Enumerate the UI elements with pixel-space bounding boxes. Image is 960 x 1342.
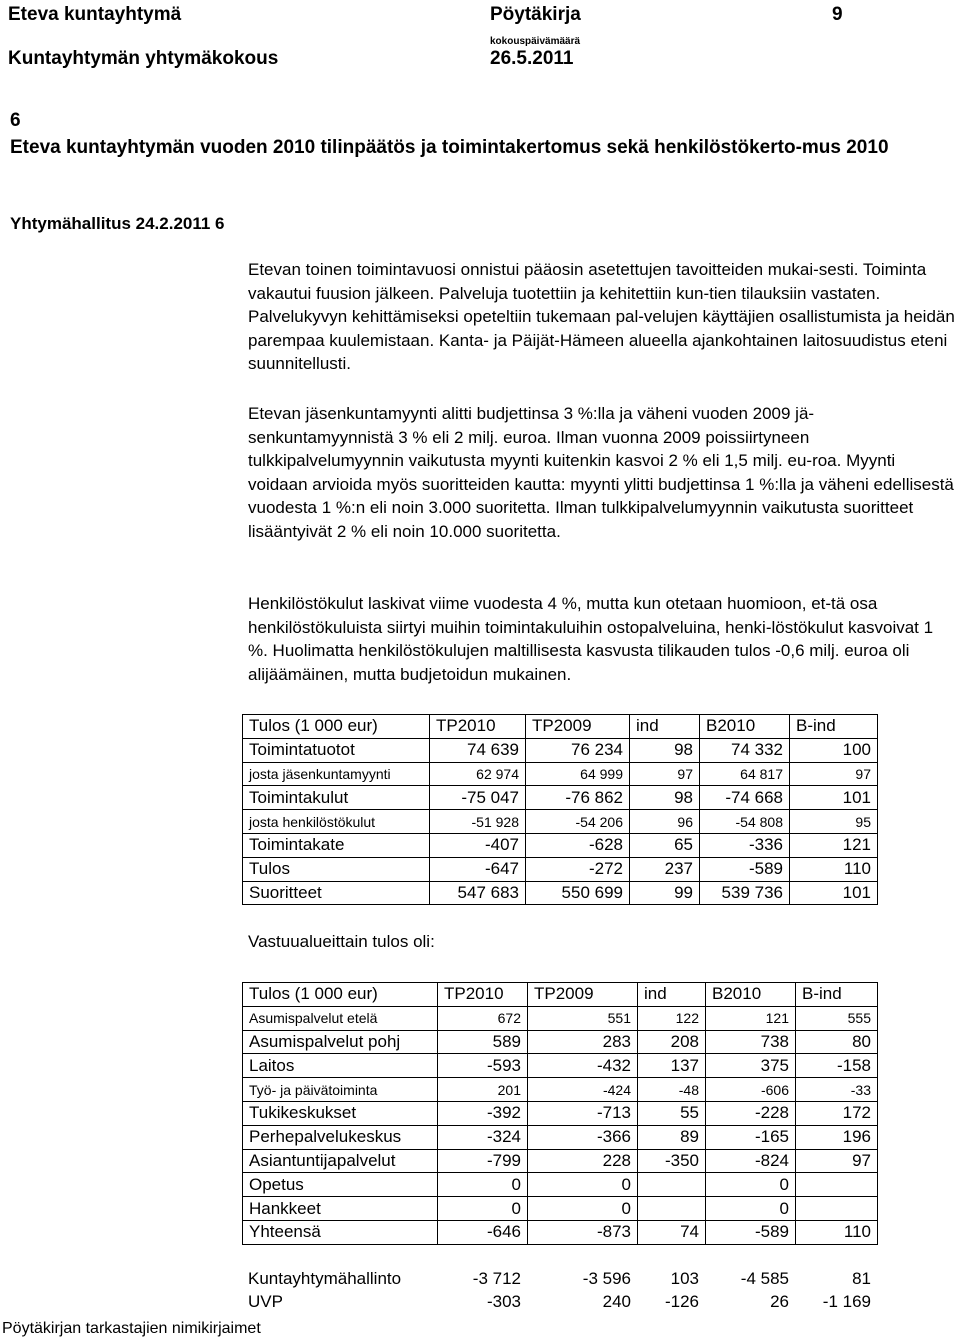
- table-row: [243, 1197, 878, 1221]
- table-cell: -4 585: [740, 1269, 789, 1288]
- table-cell: -824: [706, 1149, 796, 1173]
- row-label: Toimintakulut: [243, 786, 430, 810]
- row-label: Työ- ja päivätoiminta: [243, 1078, 438, 1102]
- row-label: UVP: [248, 1292, 283, 1311]
- column-header: TP2009: [526, 715, 630, 739]
- table-cell: 96: [630, 810, 700, 834]
- table-cell: 81: [852, 1269, 871, 1288]
- row-label: Tukikeskukset: [243, 1101, 438, 1125]
- table-cell: 99: [630, 881, 700, 905]
- table-row: [243, 786, 878, 810]
- table-cell: -76 862: [526, 786, 630, 810]
- org-name: Eteva kuntayhtymä: [8, 4, 182, 25]
- table-cell: -350: [638, 1149, 706, 1173]
- table-cell: 121: [706, 1006, 796, 1030]
- table-cell: 76 234: [526, 738, 630, 762]
- table-cell: -589: [700, 857, 790, 881]
- table-cell: 26: [770, 1292, 789, 1311]
- section-number: 6: [10, 110, 21, 131]
- table-row: [243, 1030, 878, 1054]
- table-cell: -75 047: [430, 786, 526, 810]
- meeting-name: Kuntayhtymän yhtymäkokous: [8, 48, 279, 69]
- table-cell: 97: [796, 1149, 878, 1173]
- table-cell: 98: [630, 738, 700, 762]
- table-cell: 550 699: [526, 881, 630, 905]
- table-cell: 74: [638, 1220, 706, 1244]
- row-label: Asiantuntijapalvelut: [243, 1149, 438, 1173]
- table-cell: -3 712: [472, 1269, 521, 1288]
- table-row: [243, 1220, 878, 1244]
- table-row: [242, 1290, 877, 1313]
- table-cell: 98: [630, 786, 700, 810]
- table-cell: 201: [438, 1078, 528, 1102]
- table-cell: -158: [796, 1054, 878, 1078]
- row-label: Hankkeet: [243, 1197, 438, 1221]
- table-cell: 110: [796, 1220, 878, 1244]
- table-cell: -126: [664, 1292, 699, 1311]
- table-cell: 64 817: [700, 762, 790, 786]
- row-label: Toimintakate: [243, 833, 430, 857]
- table-cell: 74 332: [700, 738, 790, 762]
- table-cell: -628: [526, 833, 630, 857]
- table-cell: -54 206: [526, 810, 630, 834]
- meeting-date: 26.5.2011: [490, 48, 574, 69]
- table-cell: 97: [630, 762, 700, 786]
- table-cell: [796, 1197, 878, 1221]
- row-label: josta jäsenkuntamyynti: [243, 762, 430, 786]
- doc-type: Pöytäkirja: [490, 4, 581, 25]
- table-row: [242, 1267, 877, 1290]
- table-cell: 240: [602, 1292, 631, 1311]
- column-header: TP2009: [528, 983, 638, 1007]
- table-cell: 547 683: [430, 881, 526, 905]
- column-header: B-ind: [790, 715, 878, 739]
- table-cell: 0: [438, 1197, 528, 1221]
- table-row: [243, 762, 878, 786]
- table-cell: 101: [790, 786, 878, 810]
- table-cell: 738: [706, 1030, 796, 1054]
- table-cell: 237: [630, 857, 700, 881]
- unit-results-table: [242, 982, 878, 1245]
- table-cell: 89: [638, 1125, 706, 1149]
- table-cell: -873: [528, 1220, 638, 1244]
- table-cell: 64 999: [526, 762, 630, 786]
- table-cell: 95: [790, 810, 878, 834]
- paragraph-1: Etevan toinen toimintavuosi onnistui pääosin asetettujen tavoitteiden mukai-sesti. Toiminta vakautui fuusion jälkeen. Palveluja tuotettiin ja kehitettiin kun-tien tilauksiin vastaten. Palvelukyvyn kehittämiseksi opeteltiin tukemaan pal-velujen käyttäjien osallistumista ja heidän parempaa kuulemistaan. Kanta- ja Päijät-Hämeen alueella ajankohtainen laitosuudistus eteni suunnitellusti.: [248, 260, 955, 374]
- column-header: B-ind: [796, 983, 878, 1007]
- table-row: [243, 1006, 878, 1030]
- table-cell: 0: [528, 1197, 638, 1221]
- column-header: TP2010: [430, 715, 526, 739]
- table-cell: [638, 1197, 706, 1221]
- row-label: Opetus: [243, 1173, 438, 1197]
- column-header: B2010: [700, 715, 790, 739]
- table-row: [243, 1149, 878, 1173]
- table-cell: 208: [638, 1030, 706, 1054]
- table-cell: 283: [528, 1030, 638, 1054]
- table-row: [243, 1101, 878, 1125]
- table-cell: -303: [486, 1292, 521, 1311]
- table-row: [243, 1125, 878, 1149]
- table-cell: 97: [790, 762, 878, 786]
- table-header-row: [243, 715, 878, 739]
- table-row: [243, 1078, 878, 1102]
- section-title: Eteva kuntayhtymän vuoden 2010 tilinpäätös ja toimintakertomus sekä henkilöstökerto-mus 2010: [10, 137, 889, 158]
- table-cell: [638, 1173, 706, 1197]
- row-label: Asumispalvelut etelä: [243, 1006, 438, 1030]
- table-cell: 0: [438, 1173, 528, 1197]
- table-cell: -424: [528, 1078, 638, 1102]
- column-header: Tulos (1 000 eur): [243, 983, 438, 1007]
- table-cell: -432: [528, 1054, 638, 1078]
- table-row: [243, 810, 878, 834]
- table-cell: 101: [790, 881, 878, 905]
- table-cell: 100: [790, 738, 878, 762]
- table-cell: 375: [706, 1054, 796, 1078]
- table-cell: 62 974: [430, 762, 526, 786]
- column-header: ind: [638, 983, 706, 1007]
- table-cell: -392: [438, 1101, 528, 1125]
- table-cell: 555: [796, 1006, 878, 1030]
- table-cell: 137: [638, 1054, 706, 1078]
- paragraph-2: Etevan jäsenkuntamyynti alitti budjettinsa 3 %:lla ja väheni vuoden 2009 jä-senkuntamyynnistä 3 % eli 2 milj. euroa. Ilman vuonna 2009 poissiirtyneen tulkkipalvelumyynnin vaikutusta myynti kuitenkin kasvoi 2 % eli 1,5 milj. eu-roa. Myynti voidaan arvioida myös suoritteiden kautta: myynti ylitti budjettinsa 1 %:lla ja väheni edellisestä vuodesta 1 %:n eli noin 3.000 suoritetta. Ilman tulkkipalvelumyynnin vaikutusta suoritteet lisääntyivät 2 % eli noin 10.000 suoritetta.: [248, 404, 954, 541]
- table-cell: 0: [528, 1173, 638, 1197]
- row-label: Kuntayhtymähallinto: [248, 1269, 402, 1288]
- table-cell: 172: [796, 1101, 878, 1125]
- page-number: 9: [832, 4, 843, 25]
- table-cell: -165: [706, 1125, 796, 1149]
- table-cell: -589: [706, 1220, 796, 1244]
- table-cell: -647: [430, 857, 526, 881]
- table-cell: 228: [528, 1149, 638, 1173]
- table-cell: -51 928: [430, 810, 526, 834]
- table-cell: 121: [790, 833, 878, 857]
- table-row: [243, 857, 878, 881]
- table-cell: 122: [638, 1006, 706, 1030]
- table-cell: -606: [706, 1078, 796, 1102]
- table-cell: -48: [638, 1078, 706, 1102]
- table-cell: -33: [796, 1078, 878, 1102]
- row-label: Toimintatuotot: [243, 738, 430, 762]
- table-cell: -3 596: [582, 1269, 631, 1288]
- table-cell: -407: [430, 833, 526, 857]
- table-cell: [796, 1173, 878, 1197]
- section-reference: Yhtymähallitus 24.2.2011 6: [10, 214, 225, 233]
- column-header: B2010: [706, 983, 796, 1007]
- row-label: josta henkilöstökulut: [243, 810, 430, 834]
- table-cell: -366: [528, 1125, 638, 1149]
- row-label: Asumispalvelut pohj: [243, 1030, 438, 1054]
- table-cell: 103: [670, 1269, 699, 1288]
- table-cell: 65: [630, 833, 700, 857]
- table-cell: -799: [438, 1149, 528, 1173]
- table-header-row: [243, 983, 878, 1007]
- footer-initials: Pöytäkirjan tarkastajien nimikirjaimet: [2, 1320, 261, 1337]
- row-label: Perhepalvelukeskus: [243, 1125, 438, 1149]
- table-cell: -593: [438, 1054, 528, 1078]
- table-cell: 74 639: [430, 738, 526, 762]
- table-cell: -272: [526, 857, 630, 881]
- admin-results-table: [242, 1267, 877, 1313]
- results-table: [242, 714, 878, 905]
- table-row: [243, 881, 878, 905]
- table-cell: 551: [528, 1006, 638, 1030]
- table-cell: 196: [796, 1125, 878, 1149]
- table-cell: -74 668: [700, 786, 790, 810]
- table-cell: 0: [706, 1197, 796, 1221]
- table-cell: -324: [438, 1125, 528, 1149]
- table-cell: -713: [528, 1101, 638, 1125]
- table-cell: 539 736: [700, 881, 790, 905]
- date-label: kokouspäivämäärä: [490, 36, 581, 47]
- table-row: [243, 1173, 878, 1197]
- column-header: TP2010: [438, 983, 528, 1007]
- table-cell: -646: [438, 1220, 528, 1244]
- paragraph-3: Henkilöstökulut laskivat viime vuodesta 4 %, mutta kun otetaan huomioon, et-tä osa henkilöstökuluista siirtyi muihin toimintakuluihin ostopalveluina, henki-löstökulut kasvoivat 1 %. Huolimatta henkilöstökulujen maltillisesta kasvusta tilikauden tulos -0,6 milj. euroa oli alijäämäinen, mutta budjetoidun mukainen.: [248, 594, 934, 684]
- table-row: [243, 1054, 878, 1078]
- table-row: [243, 833, 878, 857]
- table2-intro: Vastuualueittain tulos oli:: [248, 932, 435, 951]
- table-cell: 589: [438, 1030, 528, 1054]
- table-cell: 672: [438, 1006, 528, 1030]
- table-cell: -54 808: [700, 810, 790, 834]
- row-label: Suoritteet: [243, 881, 430, 905]
- row-label: Yhteensä: [243, 1220, 438, 1244]
- column-header: ind: [630, 715, 700, 739]
- table-cell: 0: [706, 1173, 796, 1197]
- table-cell: 55: [638, 1101, 706, 1125]
- table-cell: 110: [790, 857, 878, 881]
- row-label: Laitos: [243, 1054, 438, 1078]
- table-cell: -1 169: [822, 1292, 871, 1311]
- table-cell: -228: [706, 1101, 796, 1125]
- row-label: Tulos: [243, 857, 430, 881]
- table-cell: -336: [700, 833, 790, 857]
- column-header: Tulos (1 000 eur): [243, 715, 430, 739]
- table-cell: 80: [796, 1030, 878, 1054]
- table-row: [243, 738, 878, 762]
